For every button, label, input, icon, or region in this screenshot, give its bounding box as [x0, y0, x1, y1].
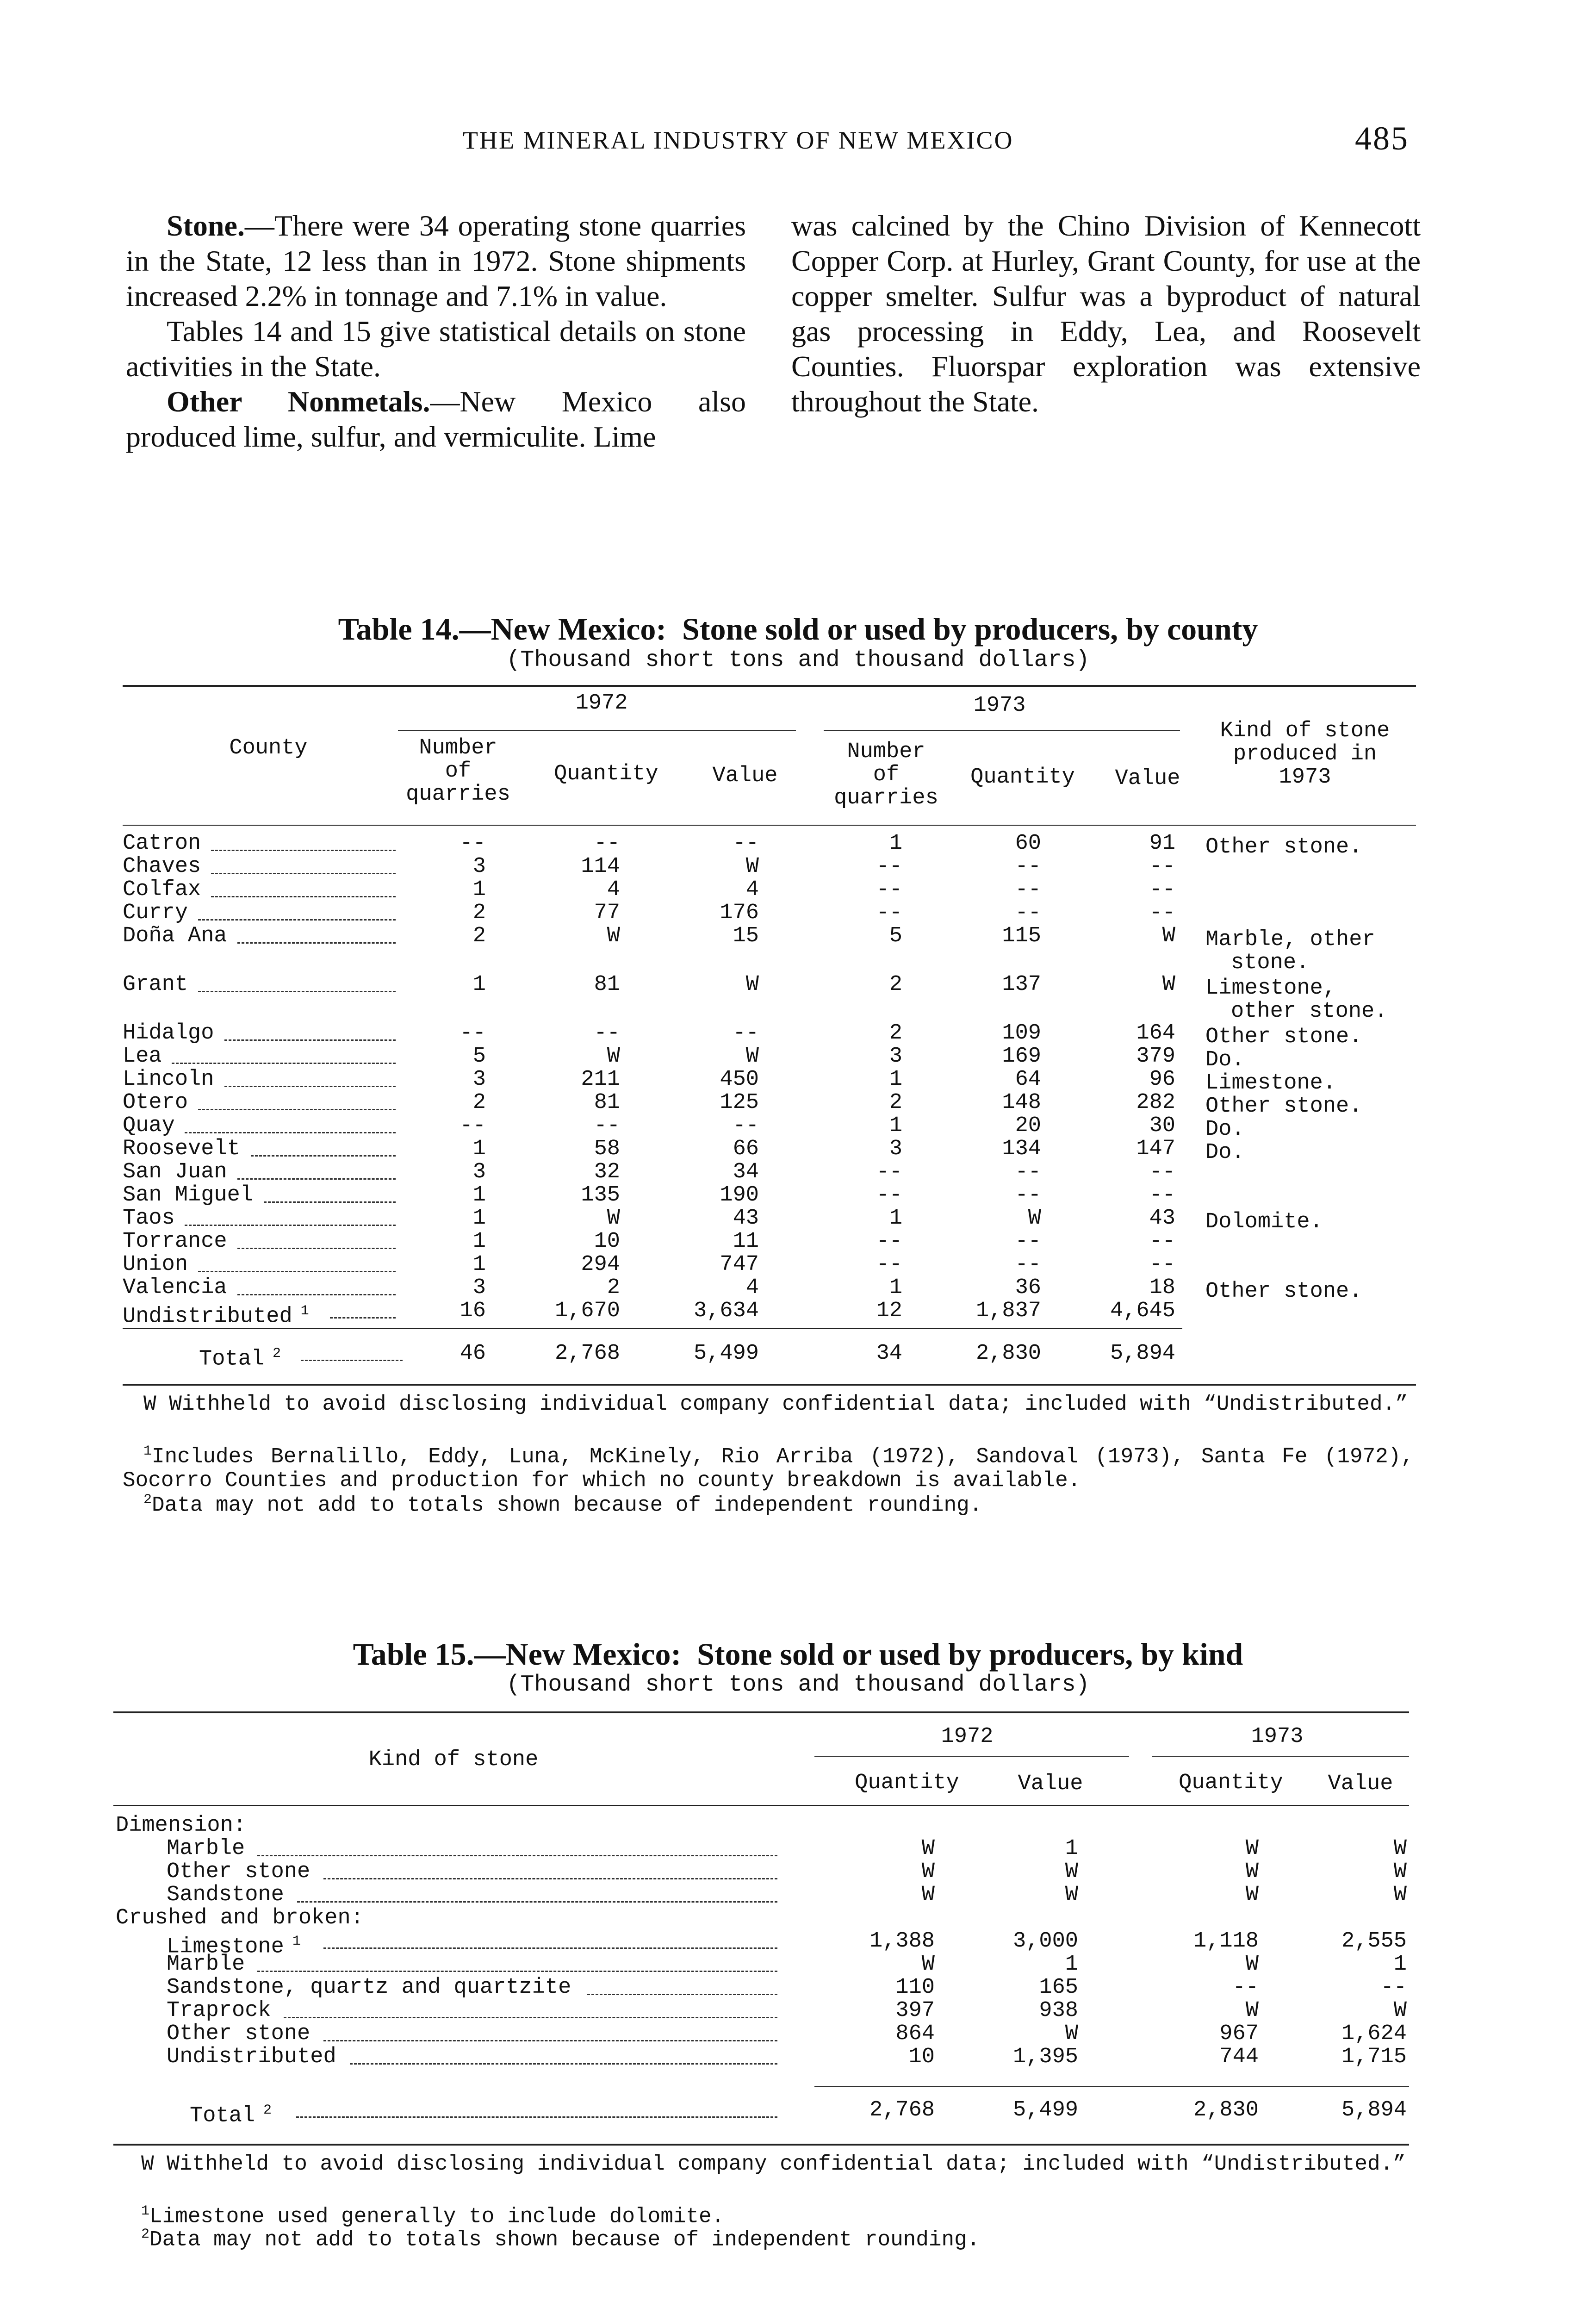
q73-quantity: 109: [1002, 1021, 1041, 1045]
q73-count: --: [876, 854, 902, 879]
q72-quantity: 58: [594, 1137, 620, 1161]
dot-leader: [297, 1901, 778, 1903]
v73-value: --: [1149, 901, 1175, 925]
q73-count: --: [876, 901, 902, 925]
q73-quantity: 148: [1002, 1090, 1041, 1115]
v73-value: 18: [1149, 1275, 1175, 1300]
dot-leader: [198, 1271, 396, 1272]
dot-leader: [224, 1039, 396, 1041]
q73-quantity: --: [1015, 1252, 1041, 1277]
t14-head-qty-72: Quantity: [554, 762, 658, 786]
q72-quantity: --: [594, 831, 620, 856]
v73-value: W: [1393, 1883, 1407, 1907]
q72-quantity: 135: [581, 1183, 620, 1207]
v72-value: W: [1065, 1860, 1078, 1884]
q73-count: --: [876, 877, 902, 902]
county-name: Lea: [123, 1044, 162, 1069]
v72-value: W: [745, 854, 759, 879]
dot-leader: [198, 919, 396, 921]
q72-count: 3: [472, 1160, 486, 1184]
total-q72-quantity: 2,768: [554, 1341, 620, 1366]
stone-kind-name: Marble: [167, 1952, 245, 1977]
stone-kind: Other stone.: [1205, 1094, 1362, 1119]
q73-quantity: 20: [1015, 1113, 1041, 1138]
q72-count: 5: [472, 1044, 486, 1069]
county-name: Catron: [123, 831, 201, 856]
v72-value: 1: [1065, 1836, 1078, 1861]
q73-quantity: 115: [1002, 924, 1041, 948]
q72-quantity: W: [607, 924, 620, 948]
q73-quantity: --: [1015, 1183, 1041, 1207]
q72-quantity: --: [594, 1113, 620, 1138]
q72-quantity: W: [607, 1206, 620, 1231]
dot-leader: [301, 1360, 403, 1361]
q72-quantity: 397: [895, 1998, 935, 2023]
county-name: Colfax: [123, 877, 201, 902]
total-label: Total $^2$: [190, 2103, 272, 2128]
dot-leader: [211, 873, 396, 874]
v72-value: 11: [733, 1229, 759, 1254]
stone-kind: Other stone.: [1205, 1279, 1362, 1304]
stone-kind-name: Sandstone: [167, 1883, 284, 1907]
v73-value: --: [1149, 877, 1175, 902]
v73-value: 4,645: [1110, 1299, 1175, 1323]
stone-kind: Marble, other: [1205, 927, 1375, 952]
v72-value: 1,395: [1012, 2045, 1078, 2069]
v73-value: 282: [1136, 1090, 1175, 1115]
v73-value: 147: [1136, 1137, 1175, 1161]
stone-kind-name: Marble: [167, 1836, 245, 1861]
q73-quantity: 134: [1002, 1137, 1041, 1161]
right-column: [791, 208, 1421, 419]
q73-quantity: 744: [1219, 2045, 1259, 2069]
q72-quantity: W: [921, 1952, 935, 1977]
t14-head-num2-73: of: [873, 763, 900, 787]
table15-1972-rule: [814, 1756, 1129, 1757]
county-name: Valencia: [123, 1275, 227, 1300]
q72-quantity: W: [921, 1860, 935, 1884]
t15-head-1973: 1973: [1251, 1724, 1304, 1749]
t15-head-qty-72: Quantity: [855, 1771, 959, 1795]
dot-leader: [323, 2040, 778, 2041]
v72-value: W: [1065, 2022, 1078, 2046]
v73-value: 43: [1149, 1206, 1175, 1231]
county-name: Hidalgo: [123, 1021, 214, 1045]
table14-note-1: $^1$Includes Bernalillo, Eddy, Luna, McKinely, Rio Arriba (1972), Sandoval (1973), Santa Fe (1972), Socorro Counties and production for which no county breakdown is available.: [123, 1443, 1414, 1493]
v72-value: 34: [733, 1160, 759, 1184]
table14-top-rule: [123, 685, 1416, 687]
stone-kind: stone.: [1231, 951, 1310, 975]
t15-head-val-72: Value: [1018, 1772, 1083, 1796]
t14-head-county: County: [229, 736, 308, 760]
v72-value: 747: [720, 1252, 759, 1277]
q73-count: 1: [889, 1067, 902, 1092]
dot-leader: [211, 850, 396, 851]
v72-value: 43: [733, 1206, 759, 1231]
q72-count: 2: [472, 1090, 486, 1115]
dot-leader: [587, 1994, 778, 1995]
page-number: 485: [1355, 120, 1409, 157]
table15-caption: Table 15.—New Mexico: Stone sold or used by producers, by kind: [353, 1636, 1243, 1672]
t15-head-val-73: Value: [1328, 1772, 1393, 1796]
v73-value: --: [1149, 1160, 1175, 1184]
stone-kind-name: Undistributed: [167, 2045, 336, 2069]
q73-quantity: --: [1015, 1229, 1041, 1254]
v72-value: --: [733, 1113, 759, 1138]
table15-note-2: $^2$Data may not add to totals shown because of independent rounding.: [141, 2227, 980, 2252]
q73-quantity: --: [1015, 1160, 1041, 1184]
q72-count: 16: [460, 1299, 486, 1323]
q73-count: 2: [889, 972, 902, 997]
stone-kind-name: Other stone: [167, 1860, 311, 1884]
q73-quantity: W: [1245, 1883, 1259, 1907]
q72-quantity: W: [921, 1836, 935, 1861]
paragraph-lime: was calcined by the Chino Division of Kennecott Copper Corp. at Hurley, Grant County, for use at the copper smelter. Sulfur was a byproduct of natural gas processing in Eddy, Lea, and Roosevelt Counties. Fluorspar exploration was extensive throughout the State.: [791, 209, 1421, 418]
q73-quantity: W: [1245, 1836, 1259, 1861]
table15-1973-rule: [1152, 1756, 1409, 1757]
dot-leader: [237, 942, 396, 944]
table14-caption: Table 14.—New Mexico: Stone sold or used by producers, by county: [338, 611, 1258, 647]
county-name: Curry: [123, 901, 188, 925]
q72-count: 1: [472, 1183, 486, 1207]
dot-leader: [211, 896, 396, 897]
v72-value: 176: [720, 901, 759, 925]
q73-quantity: 169: [1002, 1044, 1041, 1069]
q73-quantity: --: [1015, 901, 1041, 925]
total-q72-quantity: 2,768: [869, 2098, 935, 2122]
q73-count: 1: [889, 1206, 902, 1231]
q73-count: 12: [876, 1299, 902, 1323]
dot-leader: [350, 2063, 778, 2065]
dot-leader: [296, 2116, 777, 2118]
stone-kind: Other stone.: [1205, 835, 1362, 859]
v72-value: 938: [1039, 1998, 1078, 2023]
q72-count: 1: [472, 1206, 486, 1231]
dot-leader: [172, 1063, 396, 1064]
q72-quantity: 294: [581, 1252, 620, 1277]
q73-quantity: 1,837: [975, 1299, 1041, 1323]
v73-value: 96: [1149, 1067, 1175, 1092]
t14-head-kind1: Kind of stone: [1220, 719, 1390, 743]
q73-count: 5: [889, 924, 902, 948]
q72-count: 2: [472, 901, 486, 925]
v72-value: 3,634: [693, 1299, 759, 1323]
v73-value: W: [1393, 1836, 1407, 1861]
q73-quantity: --: [1015, 877, 1041, 902]
group-label: Crushed and broken:: [116, 1906, 364, 1930]
t14-head-num3-73: quarries: [834, 786, 938, 810]
v73-value: --: [1149, 1229, 1175, 1254]
t14-head-num2-72: of: [445, 759, 472, 784]
paragraph-stone: Stone.—There were 34 operating stone quarries in the State, 12 less than in 1972. Stone shipments increased 2.2% in tonnage and 7.1% in value.: [126, 209, 746, 312]
stone-kind: other stone.: [1231, 999, 1388, 1024]
county-name: Doña Ana: [123, 924, 227, 948]
v72-value: 3,000: [1012, 1929, 1078, 1953]
q72-count: --: [460, 831, 486, 856]
paragraph-other-nonmetals: Other Nonmetals.—New Mexico also produced lime, sulfur, and vermiculite. Lime: [126, 385, 746, 453]
stone-kind: Do.: [1205, 1117, 1245, 1142]
county-name: Quay: [123, 1113, 175, 1138]
v72-value: W: [1065, 1883, 1078, 1907]
county-name: San Juan: [123, 1160, 227, 1184]
q72-count: 1: [472, 877, 486, 902]
county-name: Union: [123, 1252, 188, 1277]
table14-subcaption: (Thousand short tons and thousand dollars): [506, 647, 1090, 673]
table15-top-rule: [113, 1711, 1409, 1713]
t14-head-kind3: 1973: [1279, 765, 1331, 790]
t14-head-1973: 1973: [973, 693, 1026, 718]
t14-head-num3-72: quarries: [406, 782, 510, 807]
total-q73-count: 34: [876, 1341, 902, 1366]
q72-count: 1: [472, 1229, 486, 1254]
q73-count: 3: [889, 1044, 902, 1069]
county-name: Otero: [123, 1090, 188, 1115]
dot-leader: [185, 1132, 396, 1133]
v72-value: 4: [745, 1275, 759, 1300]
table14-note-2: $^2$Data may not add to totals shown because of independent rounding.: [143, 1492, 982, 1518]
q72-count: --: [460, 1021, 486, 1045]
v73-value: --: [1149, 1252, 1175, 1277]
t14-head-1972: 1972: [575, 691, 628, 715]
total-label: Total $^2$: [199, 1346, 281, 1372]
q73-quantity: W: [1245, 1952, 1259, 1977]
v73-value: W: [1393, 1998, 1407, 2023]
table15-subcaption: (Thousand short tons and thousand dollars): [506, 1672, 1090, 1698]
v72-value: --: [733, 1021, 759, 1045]
q73-count: --: [876, 1183, 902, 1207]
v73-value: 91: [1149, 831, 1175, 856]
q73-count: 3: [889, 1137, 902, 1161]
q73-count: 1: [889, 1275, 902, 1300]
dot-leader: [323, 1878, 778, 1879]
dot-leader: [198, 991, 396, 992]
t14-head-kind2: produced in: [1233, 742, 1377, 766]
dot-leader: [257, 1855, 777, 1856]
v72-value: 450: [720, 1067, 759, 1092]
q72-count: 3: [472, 1275, 486, 1300]
q72-count: --: [460, 1113, 486, 1138]
q73-quantity: 60: [1015, 831, 1041, 856]
q73-quantity: W: [1245, 1860, 1259, 1884]
q72-count: 1: [472, 1252, 486, 1277]
v72-value: 66: [733, 1137, 759, 1161]
v73-value: --: [1149, 854, 1175, 879]
q72-count: 3: [472, 1067, 486, 1092]
dot-leader: [264, 1201, 396, 1203]
v73-value: W: [1162, 924, 1175, 948]
q72-count: 2: [472, 924, 486, 948]
v73-value: 2,555: [1341, 1929, 1407, 1953]
v73-value: 1,624: [1341, 2022, 1407, 2046]
paragraph-tables: Tables 14 and 15 give statistical details on stone activities in the State.: [126, 315, 746, 383]
q73-quantity: 1,118: [1193, 1929, 1259, 1953]
q73-quantity: 36: [1015, 1275, 1041, 1300]
dot-leader: [284, 2017, 777, 2018]
q72-count: 1: [472, 972, 486, 997]
q73-quantity: 967: [1219, 2022, 1259, 2046]
stone-kind: Limestone.: [1205, 1071, 1336, 1095]
county-name: Undistributed $^1$: [123, 1303, 309, 1329]
left-column: [126, 208, 746, 454]
t14-head-qty-73: Quantity: [970, 765, 1075, 790]
stone-kind-name: Traprock: [167, 1998, 271, 2023]
table15-total-rule: [814, 2086, 1409, 2087]
q72-quantity: 1,388: [869, 1929, 935, 1953]
v72-value: 125: [720, 1090, 759, 1115]
table15-note-w: W Withheld to avoid disclosing individual company confidential data; included with “Undistributed.”: [141, 2152, 1406, 2176]
q72-quantity: W: [607, 1044, 620, 1069]
total-q73-quantity: 2,830: [975, 1341, 1041, 1366]
q72-quantity: 32: [594, 1160, 620, 1184]
dot-leader: [251, 1155, 396, 1157]
table14-1973-rule: [824, 730, 1180, 731]
dot-leader: [224, 1086, 396, 1087]
table15-bottom-rule: [113, 2144, 1409, 2146]
stone-kind-name: Other stone: [167, 2022, 311, 2046]
v72-value: W: [745, 1044, 759, 1069]
table15-header-rule: [113, 1805, 1409, 1806]
running-title: THE MINERAL INDUSTRY OF NEW MEXICO: [463, 126, 1014, 154]
v73-value: W: [1162, 972, 1175, 997]
group-label: Dimension:: [116, 1813, 247, 1838]
dot-leader: [237, 1248, 396, 1249]
q72-quantity: 864: [895, 2022, 935, 2046]
v72-value: 4: [745, 877, 759, 902]
q72-quantity: 110: [895, 1975, 935, 2000]
stone-kind: Dolomite.: [1205, 1210, 1323, 1234]
q73-quantity: W: [1245, 1998, 1259, 2023]
q73-quantity: 137: [1002, 972, 1041, 997]
v72-value: W: [745, 972, 759, 997]
q73-count: --: [876, 1252, 902, 1277]
total-v72-value: 5,499: [693, 1341, 759, 1366]
dot-leader: [237, 1294, 396, 1295]
county-name: Lincoln: [123, 1067, 214, 1092]
t15-head-1972: 1972: [941, 1724, 994, 1749]
q72-quantity: 211: [581, 1067, 620, 1092]
q72-quantity: 2: [607, 1275, 620, 1300]
q73-quantity: 64: [1015, 1067, 1041, 1092]
county-name: Taos: [123, 1206, 175, 1231]
v72-value: --: [733, 831, 759, 856]
t14-head-num1-72: Number: [419, 736, 497, 760]
v72-value: 1: [1065, 1952, 1078, 1977]
t14-head-val-73: Value: [1115, 766, 1180, 791]
q73-count: --: [876, 1229, 902, 1254]
q72-quantity: 10: [594, 1229, 620, 1254]
q72-quantity: --: [594, 1021, 620, 1045]
total-v72-value: 5,499: [1012, 2098, 1078, 2122]
q73-count: --: [876, 1160, 902, 1184]
stone-kind: Do.: [1205, 1140, 1245, 1165]
table14-note-w: W Withheld to avoid disclosing individual company confidential data; included with “Undistributed.”: [143, 1392, 1408, 1416]
q72-quantity: 10: [908, 2045, 935, 2069]
dot-leader: [185, 1225, 396, 1226]
total-v73-value: 5,894: [1341, 2098, 1407, 2122]
v73-value: --: [1149, 1183, 1175, 1207]
stone-kind-name: Limestone $^1$: [167, 1934, 301, 1959]
stone-kind: Do.: [1205, 1048, 1245, 1072]
t14-head-num1-73: Number: [847, 740, 925, 764]
v73-value: --: [1380, 1975, 1407, 2000]
county-name: Torrance: [123, 1229, 227, 1254]
dot-leader: [257, 1971, 777, 1972]
v73-value: W: [1393, 1860, 1407, 1884]
total-q72-count: 46: [460, 1341, 486, 1366]
q72-quantity: 114: [581, 854, 620, 879]
q73-count: 2: [889, 1021, 902, 1045]
q72-quantity: 81: [594, 1090, 620, 1115]
q72-quantity: 81: [594, 972, 620, 997]
county-name: Roosevelt: [123, 1137, 240, 1161]
county-name: San Miguel: [123, 1183, 254, 1207]
dot-leader: [198, 1109, 396, 1110]
table14-1972-rule: [398, 730, 796, 731]
v73-value: 1: [1393, 1952, 1407, 1977]
q72-count: 1: [472, 1137, 486, 1161]
county-name: Grant: [123, 972, 188, 997]
q73-quantity: --: [1015, 854, 1041, 879]
v72-value: 190: [720, 1183, 759, 1207]
q72-quantity: 1,670: [554, 1299, 620, 1323]
v73-value: 1,715: [1341, 2045, 1407, 2069]
q72-count: 3: [472, 854, 486, 879]
total-q73-quantity: 2,830: [1193, 2098, 1259, 2122]
v73-value: 30: [1149, 1113, 1175, 1138]
table14-bottom-rule: [123, 1384, 1416, 1386]
stone-kind: Other stone.: [1205, 1025, 1362, 1049]
dot-leader: [323, 1947, 778, 1949]
q73-count: 1: [889, 1113, 902, 1138]
q73-quantity: --: [1232, 1975, 1259, 2000]
v73-value: 379: [1136, 1044, 1175, 1069]
stone-kind-name: Sandstone, quartz and quartzite: [167, 1975, 571, 2000]
t14-head-val-72: Value: [712, 764, 778, 788]
table14-header-rule: [123, 825, 1416, 826]
v72-value: 165: [1039, 1975, 1078, 2000]
q73-quantity: W: [1028, 1206, 1041, 1231]
dot-leader: [330, 1317, 396, 1319]
stone-kind: Limestone,: [1205, 976, 1336, 1001]
q72-quantity: 77: [594, 901, 620, 925]
t15-head-qty-73: Quantity: [1179, 1771, 1283, 1795]
v73-value: 164: [1136, 1021, 1175, 1045]
dot-leader: [237, 1178, 396, 1180]
q72-quantity: W: [921, 1883, 935, 1907]
q73-count: 1: [889, 831, 902, 856]
v72-value: 15: [733, 924, 759, 948]
county-name: Chaves: [123, 854, 201, 879]
table15-note-1: $^1$Limestone used generally to include dolomite.: [141, 2203, 725, 2229]
t15-head-kind: Kind of stone: [368, 1748, 539, 1772]
q72-quantity: 4: [607, 877, 620, 902]
total-v73-value: 5,894: [1110, 1341, 1175, 1366]
q73-count: 2: [889, 1090, 902, 1115]
